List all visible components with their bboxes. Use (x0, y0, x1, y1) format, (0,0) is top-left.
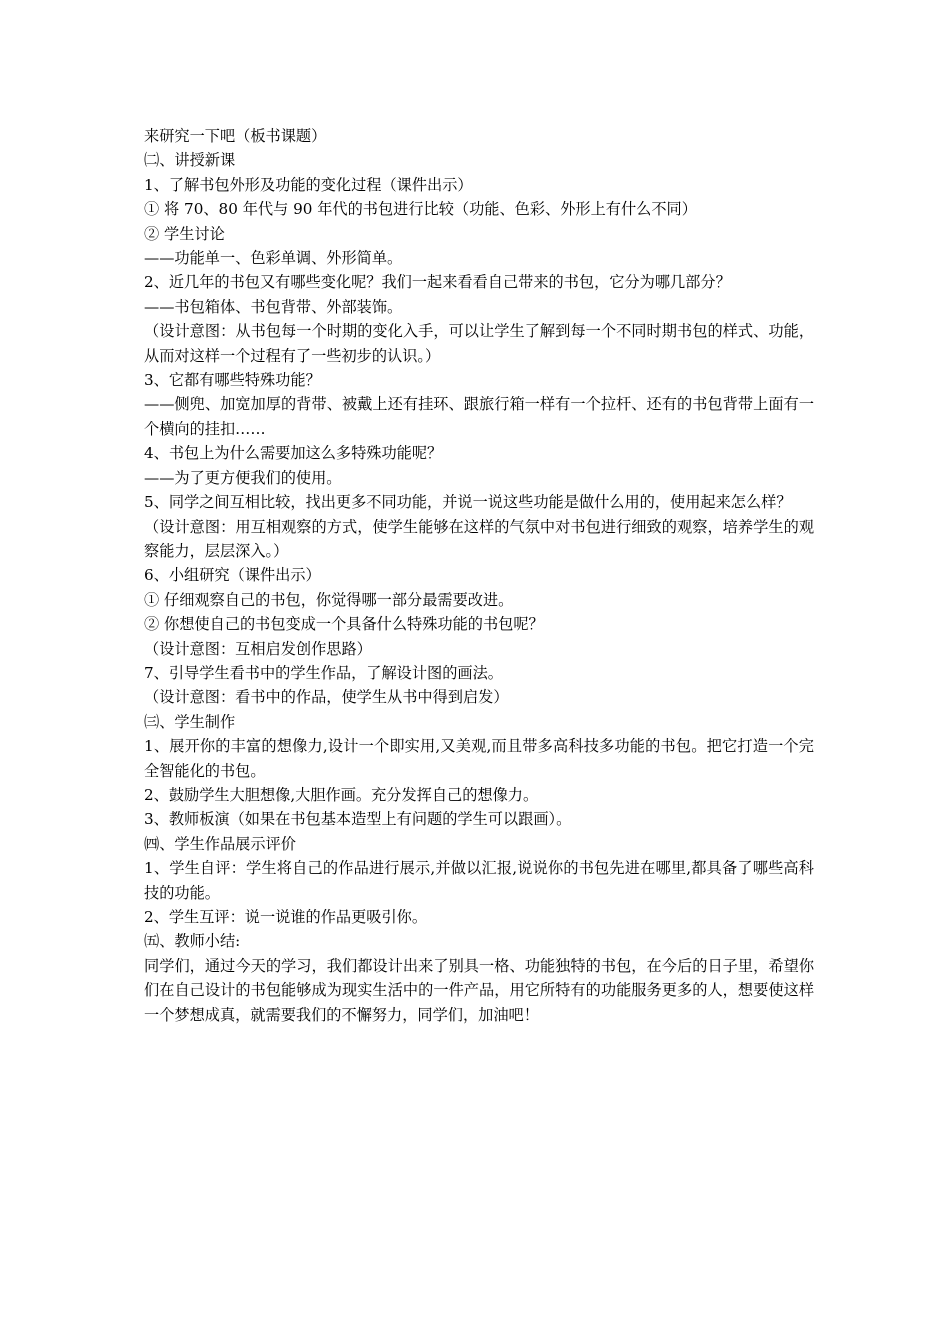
text-line: ——书包箱体、书包背带、外部装饰。 (144, 297, 403, 316)
text-line: （设计意图：互相启发创作思路） (144, 639, 372, 658)
text-line: ——为了更方便我们的使用。 (144, 468, 342, 487)
text-line: ② 你想使自己的书包变成一个具备什么特殊功能的书包呢？ (144, 615, 544, 634)
text-paragraph: 1、学生自评：学生将自己的作品进行展示,并做以汇报,说说你的书包先进在哪里,都具备了哪些高科技的功能。 (144, 859, 814, 902)
text-line: 1、了解书包外形及功能的变化过程（课件出示） (144, 175, 473, 194)
design-intent-paragraph: （设计意图：用互相观察的方式，使学生能够在这样的气氛中对书包进行细致的观察，培养学生的观察能力，层层深入。） (144, 517, 814, 560)
text-line: （设计意图：看书中的作品，使学生从书中得到启发） (144, 688, 509, 707)
text-line: 7、引导学生看书中的学生作品，了解设计图的画法。 (144, 663, 503, 682)
text-line: 4、书包上为什么需要加这么多特殊功能呢？ (144, 444, 443, 463)
section-heading: ㈤、教师小结: (144, 932, 241, 951)
text-line: 来研究一下吧（板书课题） (144, 127, 327, 145)
section-heading: ㈡、讲授新课 (144, 151, 236, 170)
document-body (144, 124, 814, 1027)
text-line: 2、鼓励学生大胆想像,大胆作画。充分发挥自己的想像力。 (144, 785, 539, 804)
section-heading: ㈢、学生制作 (144, 712, 236, 731)
text-paragraph: 5、同学之间互相比较，找出更多不同功能，并说一说这些功能是做什么用的，使用起来怎么样？ (144, 493, 792, 512)
text-paragraph: ——侧兜、加宽加厚的背带、被戴上还有挂环、跟旅行箱一样有一个拉杆、还有的书包背带上面有一个横向的挂扣…… (144, 395, 814, 438)
text-line: 2、近几年的书包又有哪些变化呢？我们一起来看看自己带来的书包，它分为哪几部分？ (144, 273, 731, 292)
text-line: 2、学生互评：说一说谁的作品更吸引你。 (144, 908, 428, 926)
section-heading: ㈣、学生作品展示评价 (144, 834, 296, 853)
text-line: ① 仔细观察自己的书包，你觉得哪一部分最需要改进。 (144, 590, 514, 609)
text-paragraph: 1、展开你的丰富的想像力,设计一个即实用,又美观,而且带多高科技多功能的书包。把它打造一个完全智能化的书包。 (144, 737, 814, 780)
text-line: 3、教师板演（如果在书包基本造型上有问题的学生可以跟画）。 (144, 810, 572, 829)
summary-paragraph: 同学们，通过今天的学习，我们都设计出来了别具一格、功能独特的书包，在今后的日子里，希望你们在自己设计的书包能够成为现实生活中的一件产品，用它所特有的功能服务更多的人，想要使这样一个梦想成真，就需要我们的不懈努力，同学们，加油吧！ (144, 956, 814, 1024)
text-line: ② 学生讨论 (144, 224, 225, 243)
text-line: ① 将 70、80 年代与 90 年代的书包进行比较（功能、色彩、外形上有什么不同） (144, 200, 697, 219)
design-intent-paragraph: （设计意图：从书包每一个时期的变化入手，可以让学生了解到每一个不同时期书包的样式、功能，从而对这样一个过程有了一些初步的认识。） (144, 322, 814, 365)
text-line: 6、小组研究（课件出示） (144, 566, 321, 585)
text-line: ——功能单一、色彩单调、外形简单。 (144, 249, 403, 268)
text-line: 3、它都有哪些特殊功能？ (144, 371, 321, 390)
